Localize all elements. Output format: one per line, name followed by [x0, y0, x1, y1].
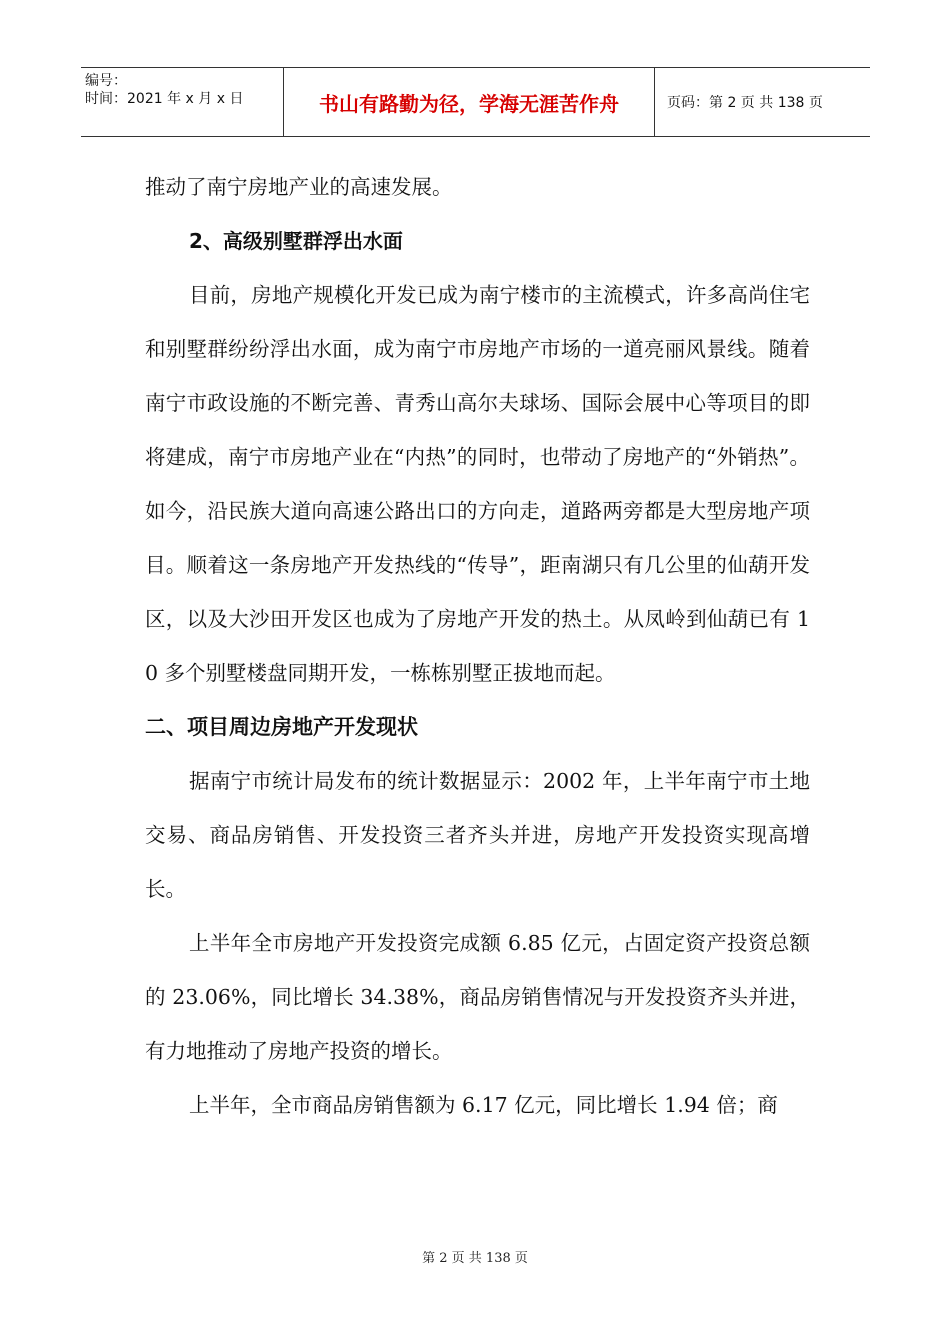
subheading-villa: 2、高级别墅群浮出水面 [189, 229, 403, 253]
header-number: 编号： [85, 73, 127, 89]
section-heading: 二、项目周边房地产开发现状 [145, 715, 418, 739]
page-footer: 第 2 页 共 138 页 [422, 1251, 528, 1266]
header-meta [81, 68, 283, 136]
paragraph: 目前，房地产规模化开发已成为南宁楼市的主流模式，许多高尚住宅和别墅群纷纷浮出水面，成为南宁市房地产市场的一道亮丽风景线。随着南宁市政设施的不断完善、青秀山高尔夫球场、国际会展中心等项目的即将建成，南宁市房地产业在“内热”的同时，也带动了房地产的“外销热”。如今，沿民族大道向高速公路出口的方向走，道路两旁都是大型房地产项目。顺着这一条房地产开发热线的“传导”，距南湖只有几公里的仙葫开发区，以及大沙田开发区也成为了房地产开发的热土。从凤岭到仙葫已有 10 多个别墅楼盘同期开发，一栋栋别墅正拔地而起。 [145, 283, 810, 685]
document-body [145, 160, 810, 1132]
paragraph: 推动了南宁房地产业的高速发展。 [145, 175, 453, 199]
paragraph: 上半年，全市商品房销售额为 6.17 亿元，同比增长 1.94 倍；商 [189, 1093, 778, 1117]
header-page-number: 页码：第 2 页 共 138 页 [667, 95, 823, 111]
paragraph: 上半年全市房地产开发投资完成额 6.85 亿元，占固定资产投资总额的 23.06%，同比增长 34.38%，商品房销售情况与开发投资齐头并进，有力地推动了房地产投资的增长。 [145, 931, 810, 1063]
document-header [81, 67, 870, 137]
header-time: 时间：2021 年 x 月 x 日 [85, 91, 244, 107]
header-motto: 书山有路勤为径，学海无涯苦作舟 [283, 68, 655, 136]
paragraph: 据南宁市统计局发布的统计数据显示：2002 年，上半年南宁市土地交易、商品房销售、开发投资三者齐头并进，房地产开发投资实现高增长。 [145, 769, 810, 901]
